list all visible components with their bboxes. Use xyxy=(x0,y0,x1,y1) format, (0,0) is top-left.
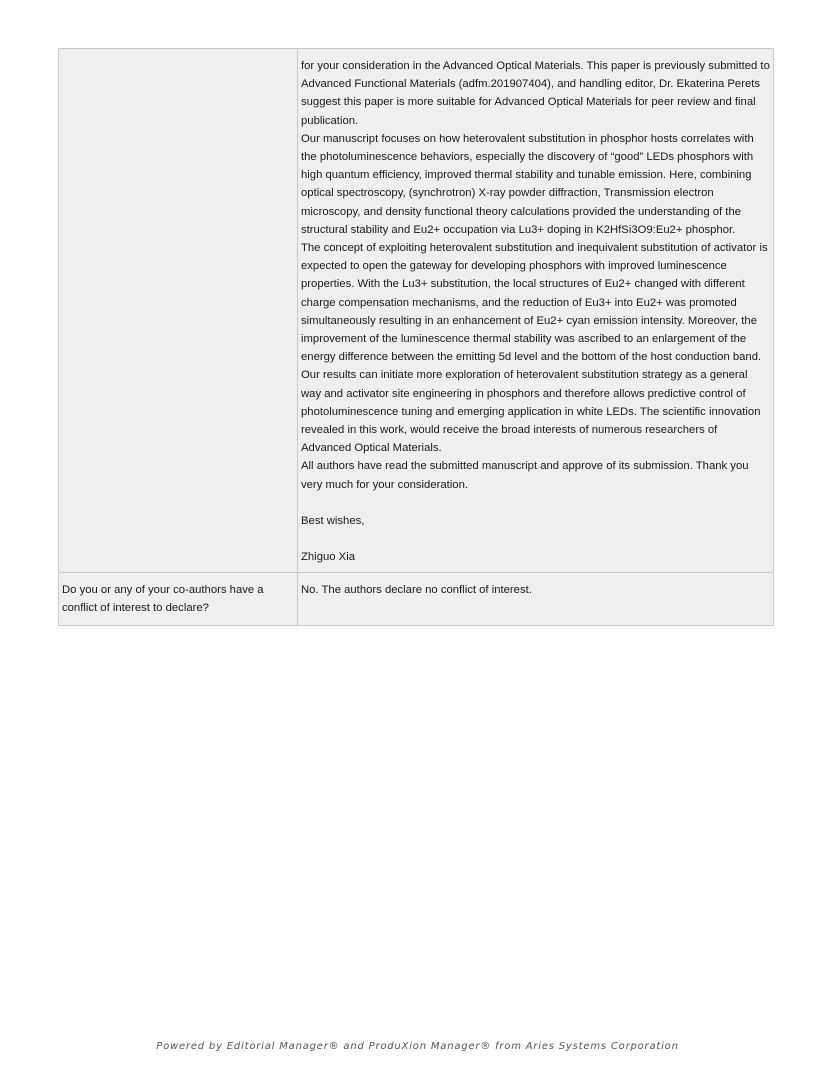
cover-letter-closing: Best wishes, xyxy=(301,515,365,528)
cover-letter-signature: Zhiguo Xia xyxy=(301,551,356,564)
conflict-answer-cell: No. The authors declare no conflict of interest. xyxy=(298,572,774,625)
question-cell xyxy=(59,49,298,573)
cover-letter-intro-paragraph: for your consideration in the Advanced Optical Materials. This paper is previously submitted to Advanced Functional Materials (adfm.201907404), and handling editor, Dr. Ekaterina Perets suggest this paper is more suitable for Advanced Optical Materials for peer review and final publication. xyxy=(301,60,770,127)
cover-letter-approval-paragraph: All authors have read the submitted manuscript and approve of its submission. Thank you very much for your consideration. xyxy=(301,460,749,491)
cover-letter-focus-paragraph: Our manuscript focuses on how heterovalent substitution in phosphor hosts correlates with the photoluminescence behaviors, especially the discovery of “good” LEDs phosphors with high quantum efficiency, improved thermal stability and tunable emission. Here, combining optical spectroscopy, (synchrotron) X-ray powder diffraction, Transmission electron microscopy, and density functional theory calculations provided the understanding of the structural stability and Eu2+ occupation via Lu3+ doping in K2HfSi3O9:Eu2+ phosphor. xyxy=(301,132,754,236)
page-footer: Powered by Editorial Manager® and ProduXion Manager® from Aries Systems Corporation xyxy=(156,1041,679,1052)
cover-letter-cell xyxy=(298,49,774,573)
conflict-question-cell: Do you or any of your co-authors have a conflict of interest to declare? xyxy=(59,572,298,625)
submission-details-table xyxy=(58,48,774,626)
cover-letter-concept-paragraph: The concept of exploiting heterovalent substitution and inequivalent substitution of activator is expected to open the gateway for developing phosphors with improved luminescence properties. With the Lu3+ substitution, the local structures of Eu2+ changed with different charge compensation mechanisms, and the reduction of Eu3+ into Eu2+ was promoted simultaneously resulting in an enhancement of Eu2+ cyan emission intensity. Moreover, the improvement of the luminescence thermal stability was ascribed to an enlargement of the energy difference between the emitting 5d level and the bottom of the host conduction band. Our results can initiate more exploration of heterovalent substitution strategy as a general way and activator site engineering in phosphors and therefore allows predictive control of photoluminescence tuning and emerging application in white LEDs. The scientific innovation revealed in this work, would receive the broad interests of numerous researchers of Advanced Optical Materials. xyxy=(301,242,768,455)
table-row xyxy=(59,572,774,625)
table-row xyxy=(59,49,774,573)
